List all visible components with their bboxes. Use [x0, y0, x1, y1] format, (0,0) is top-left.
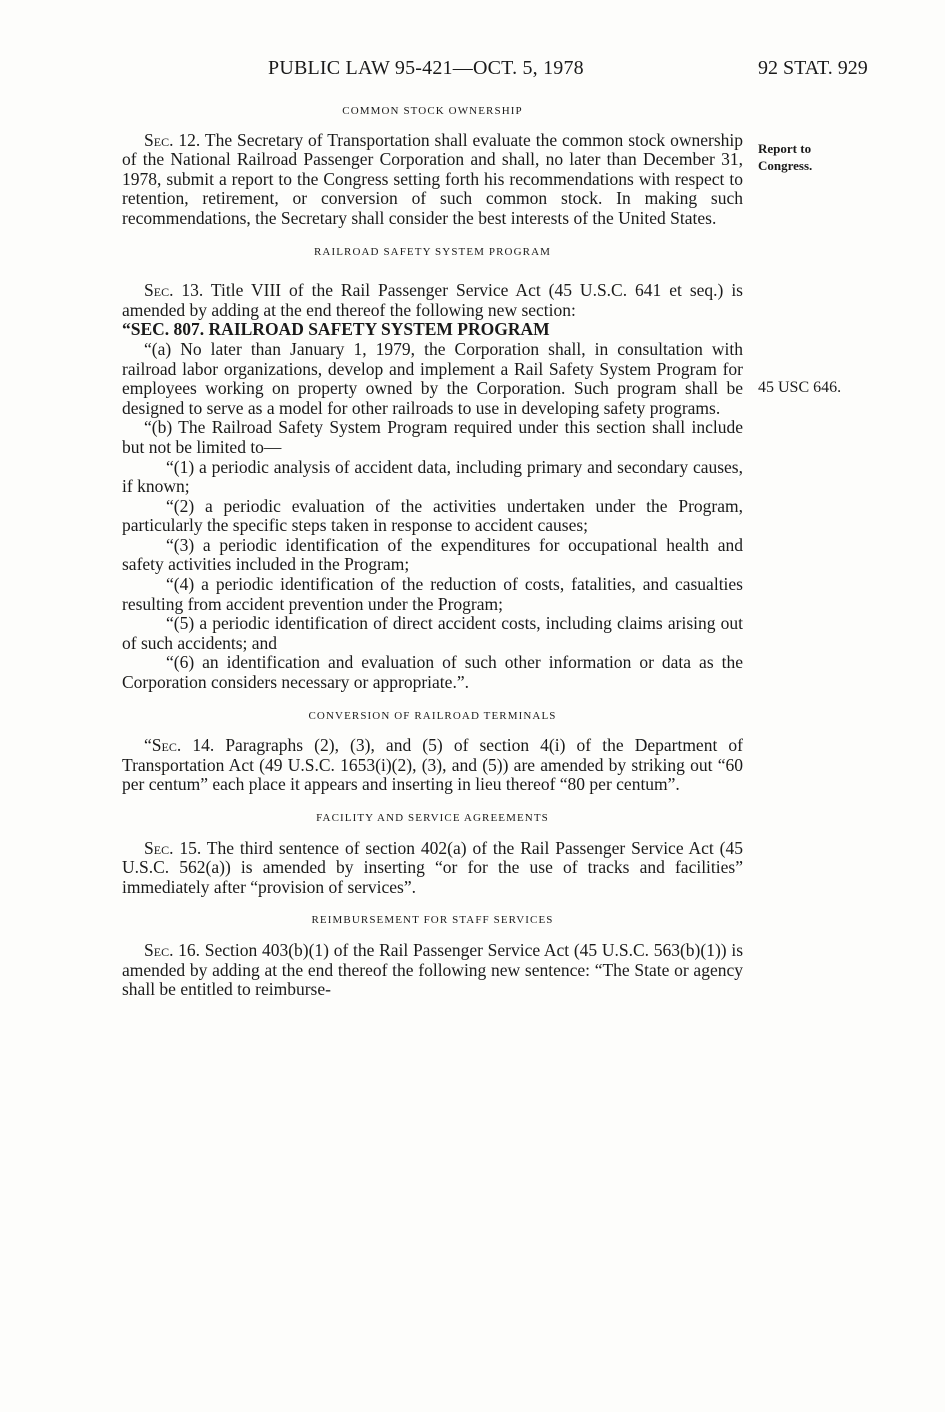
running-header-title: PUBLIC LAW 95-421—OCT. 5, 1978 — [268, 57, 584, 79]
section-12-text: The Secretary of Transportation shall evaluate the common stock ownership of the National Railroad Passenger Corporation and shall, no later than December 31, 1978, submit a report to the Congress setting forth his recommendations with respect to retention, retirement, or conversion of such common stock. In making such recommendations, the Secretary shall consider the best interests of the United States. — [122, 129, 743, 228]
section-807-b1 — [122, 458, 743, 497]
section-807-b1-text: “(1) a periodic analysis of accident data, including primary and secondary causes, if known; — [122, 456, 743, 497]
section-16-paragraph — [122, 941, 743, 1000]
section-15-label: Sec. 15. — [144, 837, 202, 858]
section-807-b4 — [122, 575, 743, 614]
section-16-heading: REIMBURSEMENT FOR STAFF SERVICES — [311, 914, 554, 927]
section-13-label: Sec. 13. — [144, 280, 204, 301]
section-807-b3-text: “(3) a periodic identification of the expenditures for occupational health and safety activities included in the Program; — [122, 534, 743, 575]
section-14-text: Paragraphs (2), (3), and (5) of section 4(i) of the Department of Transportation Act (49 U.S.C. 1653(i)(2), (3), and (5)) are amended by striking out “60 per centum” each place it appears and inserting in lieu thereof “80 per centum”. — [122, 735, 743, 795]
section-14-heading: CONVERSION OF RAILROAD TERMINALS — [308, 709, 557, 722]
section-16-label: Sec. 16. — [144, 939, 201, 960]
section-13-text: Title VIII of the Rail Passenger Service Act (45 U.S.C. 641 et seq.) is amended by adding at the end thereof the following new section: — [122, 280, 743, 320]
section-14-paragraph — [122, 736, 743, 795]
margin-note-report-line2: Congress. — [758, 158, 813, 173]
section-807-b5-text: “(5) a periodic identification of direct accident costs, including claims arising out of such accidents; and — [122, 613, 743, 653]
stat-page-number: 92 STAT. 929 — [758, 57, 868, 79]
section-807-b6-text: “(6) an identification and evaluation of such other information or data as the Corporation considers necessary or appropriate.”. — [122, 652, 743, 693]
section-807-b: “(b) The Railroad Safety System Program required under this section shall include but not be limited to— — [122, 417, 743, 457]
section-807-title: “SEC. 807. RAILROAD SAFETY SYSTEM PROGRAM — [122, 319, 550, 340]
section-12-label: Sec. 12. — [144, 129, 201, 150]
section-13-paragraph — [122, 281, 743, 320]
section-807-b6 — [122, 653, 743, 692]
section-12-heading: COMMON STOCK OWNERSHIP — [342, 105, 523, 117]
margin-note-report-line1: Report to — [758, 141, 812, 156]
section-807-b4-text: “(4) a periodic identification of the reduction of costs, fatalities, and casualties resulting from accident prevention under the Program; — [122, 574, 743, 614]
section-807-b5 — [122, 614, 743, 653]
margin-note-report — [758, 140, 812, 174]
section-16-text: Section 403(b)(1) of the Rail Passenger Service Act (45 U.S.C. 563(b)(1)) is amended by adding at the end thereof the following new sentence: “The State or agency shall be entitled to reimburse- — [122, 939, 743, 1000]
section-15-heading: FACILITY AND SERVICE AGREEMENTS — [316, 812, 549, 824]
document-body — [122, 102, 743, 1000]
section-807-b2 — [122, 497, 743, 536]
section-807-a: “(a) No later than January 1, 1979, the Corporation shall, in consultation with railroad labor organizations, develop and implement a Rail Safety System Program for employees working on property owned by the Corporation. Such program shall be designed to serve as a model for other railroads to use in developing safety programs. — [122, 338, 743, 418]
section-12-paragraph — [122, 131, 743, 229]
section-14-label: “Sec. 14. — [144, 735, 215, 756]
section-807-b2-text: “(2) a periodic evaluation of the activities undertaken under the Program, particularly the specific steps taken in response to accident causes; — [122, 495, 743, 536]
section-15-text: The third sentence of section 402(a) of the Rail Passenger Service Act (45 U.S.C. 562(a)) is amended by inserting “or for the use of tracks and facilities” immediately after “provision of services”. — [122, 837, 743, 897]
section-807-b3 — [122, 536, 743, 575]
section-13-heading: RAILROAD SAFETY SYSTEM PROGRAM — [313, 245, 552, 258]
section-15-paragraph — [122, 839, 743, 898]
margin-note-usc: 45 USC 646. — [758, 379, 842, 396]
